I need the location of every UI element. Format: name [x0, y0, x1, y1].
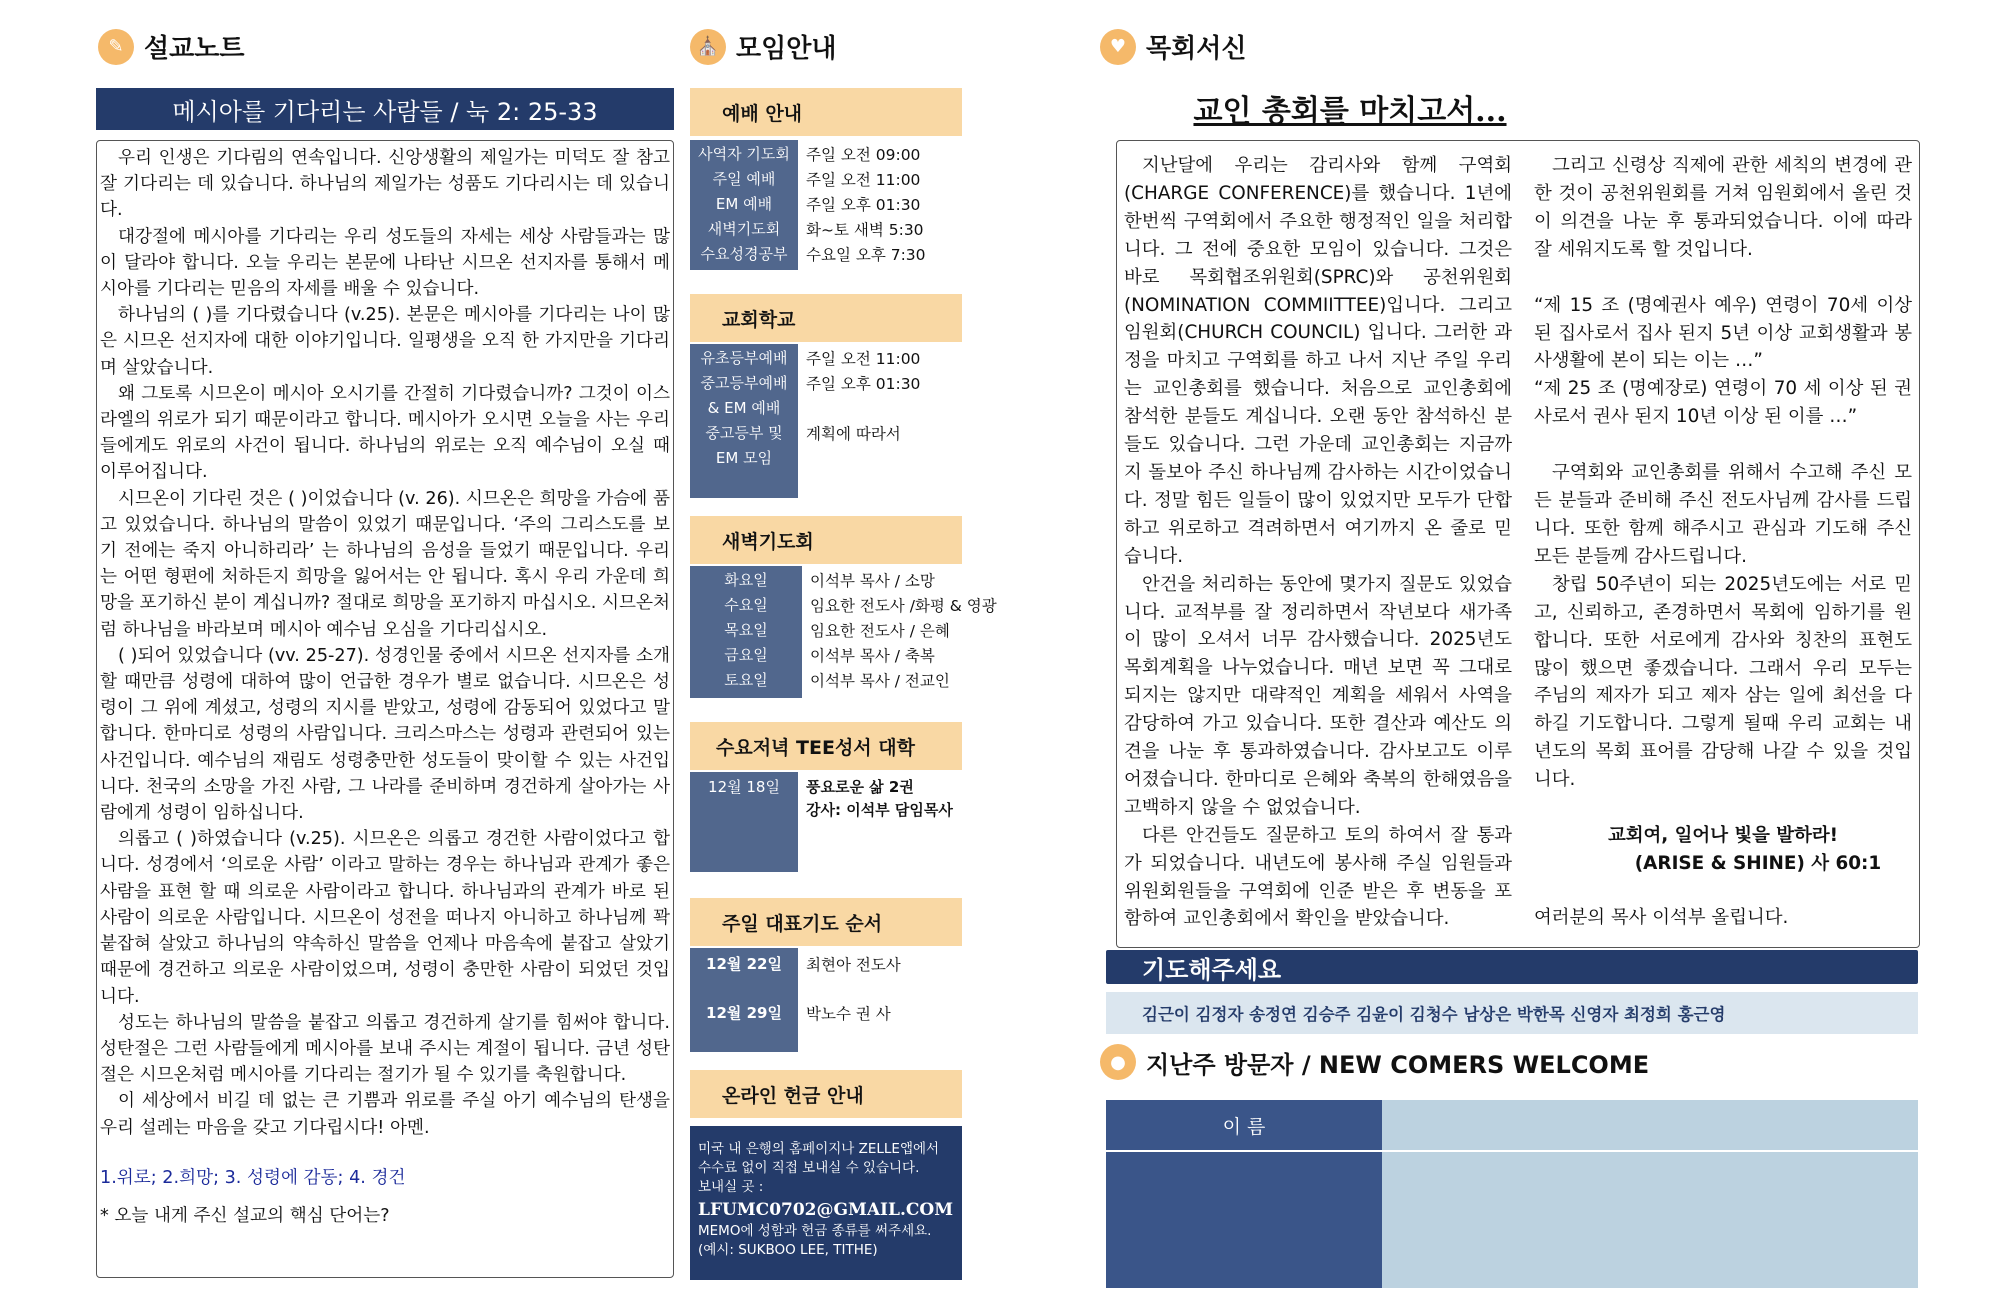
worship-row [690, 141, 920, 166]
meetings-heading-label: 모임안내 [736, 34, 837, 64]
letter-paragraph: 창립 50주년이 되는 2025년도에는 서로 믿고, 신뢰하고, 존경하면서 목회에 임하기를 원합니다. 또한 서로에게 감사와 칭찬의 표현도 많이 했으면 좋겠습니다. 그래서 우리 모두는 주님의 제자가 되고 제자 삼는 일에 최선을 다하길 기도합니다. 그렇게 될때 우리 교회는 내년도의 목회 표어를 감당해 나갈 수 있을 것입니다. [1534, 573, 1912, 791]
worship-row [690, 191, 920, 216]
school-row [690, 445, 806, 470]
row-label: EM 모임 [715, 449, 773, 467]
pastor-letter-left-column [1124, 152, 1512, 933]
sermon-notes-heading-label: 설교노트 [144, 34, 245, 64]
row-label: 사역자 기도회 [698, 145, 790, 163]
tee-row [798, 797, 953, 822]
dawn-row [690, 667, 950, 692]
offering-line: 수수료 없이 직접 보내실 수 있습니다. [698, 1160, 920, 1176]
row-label: 화요일 [724, 571, 768, 589]
sermon-notes-heading [98, 28, 244, 65]
visitors-heading [1100, 1044, 1649, 1080]
sermon-question: * 오늘 내게 주신 설교의 핵심 단어는? [100, 1205, 390, 1226]
row-value: 최현아 전도사 [806, 955, 901, 974]
prayer-request-header: 기도해주세요 [1106, 950, 1918, 984]
pastor-letter-title: 교인 총회를 마치고서... [1193, 94, 1507, 129]
sermon-paragraph: 왜 그토록 시므온이 메시아 오시기를 간절히 기다렸습니까? 그것이 이스라엘의 위로가 되기 때문이라고 합니다. 메시아가 오시면 오늘을 사는 우리들에게도 위로의 사건이 됩니다. 하나님의 위로는 오직 예수님이 오실 때 이루어집니다. [100, 383, 670, 483]
row-value: 주일 오후 01:30 [806, 195, 921, 214]
sermon-paragraph: 의롭고 ( )하였습니다 (v.25). 시므온은 의롭고 경건한 사람이었다고 합니다. 성경에서 ‘의로운 사람’ 이라고 말하는 경우는 하나님과 관계가 좋은 사람을 표현 할 때 의로운 사람이라고 합니다. 하나님과의 관계가 바로 된 사람이 의로운 사람입니다. 시므온이 성전을 떠나지 아니하고 하나님께 꽉 붙잡혀 살았고 하나님의 약속하신 말씀을 언제나 마음속에 붙잡고 살았기 때문에 경건하고 의로운 사람이었으며, 성령이 충만한 사람이 되었던 것입니다. [100, 829, 670, 1007]
row-value: 강사: 이석부 담임목사 [806, 801, 953, 819]
pastor-letter-heading-label: 목회서신 [1146, 34, 1247, 64]
school-row [690, 420, 901, 445]
prayer-order-header: 주일 대표기도 순서 [690, 898, 962, 946]
worship-header: 예배 안내 [690, 88, 962, 136]
row-value: 이석부 목사 / 축복 [810, 646, 935, 665]
tee-header: 수요저녁 TEE성서 대학 [690, 722, 962, 770]
online-offering-header: 온라인 헌금 안내 [690, 1070, 962, 1118]
sermon-paragraph: 대강절에 메시아를 기다리는 우리 성도들의 자세는 세상 사람들과는 많이 달라야 합니다. 오늘 우리는 본문에 나타난 시므온 선지자를 통해서 메시아를 기다리는 믿음의 자세를 배울 수 있습니다. [100, 226, 670, 300]
row-label: EM 예배 [715, 195, 773, 213]
letter-paragraph: 그리고 신령상 직제에 관한 세칙의 변경에 관한 것이 공천위원회를 거쳐 임원회에서 올린 것이 의견을 나눈 후 통과되었습니다. 이에 따라 잘 세워지도록 할 것입니다. [1534, 155, 1912, 260]
online-offering-box [690, 1126, 962, 1280]
row-label: 목요일 [724, 621, 768, 639]
school-row [690, 370, 920, 395]
row-label: 수요성경공부 [700, 245, 788, 263]
letter-paragraph: 안건을 처리하는 동안에 몇가지 질문도 있었습니다. 교적부를 잘 정리하면서 작년보다 새가족이 많이 오셔서 너무 감사했습니다. 2025년도 목회계획을 나누었습니다. 매년 보면 꼭 그대로 되지는 않지만 대략적인 계획을 세워서 사역을 감당하여 가고 있습니다. 또한 결산과 예산도 의견을 나눈 후 통과하였습니다. 감사보고도 이루어졌습니다. 한마디로 은혜와 축복의 한해였음을 고백하지 않을 수 없었습니다. [1124, 573, 1512, 818]
row-value: 화~토 새벽 5:30 [806, 220, 924, 239]
pastor-letter-right-column [1534, 152, 1912, 932]
school-row [690, 345, 920, 370]
letter-paragraph: 구역회와 교인총회를 위해서 수고해 주신 모든 분들과 준비해 주신 전도사님께 감사를 드립니다. 또한 함께 해주시고 관심과 기도해 주신 모든 분들께 감사드립니다. [1534, 462, 1912, 567]
row-label: 중고등부예배 [700, 374, 788, 392]
dawn-row [690, 617, 950, 642]
visitor-name-cell [1382, 1100, 1918, 1150]
church-motto-reference: (ARISE & SHINE) 사 60:1 [1634, 852, 1882, 874]
row-label: 12월 22일 [706, 955, 782, 973]
worship-row [690, 216, 924, 241]
visitor-table-cell [1106, 1152, 1382, 1288]
letter-signature: 여러분의 목사 이석부 올립니다. [1534, 906, 1789, 928]
row-label: 금요일 [724, 646, 768, 664]
row-value: 수요일 오후 7:30 [806, 245, 926, 264]
visitor-name-label: 이 름 [1106, 1100, 1382, 1150]
sermon-paragraph: 하나님의 ( )를 기다렸습니다 (v.25). 본문은 메시아를 기다리는 나이 많은 시므온 선지자에 대한 이야기입니다. 일평생을 오직 한 가지만을 기다리며 살았습니다. [100, 305, 670, 378]
row-label: 유초등부예배 [700, 349, 788, 367]
row-label: 토요일 [724, 671, 768, 689]
row-value: 주일 오전 09:00 [806, 145, 921, 164]
row-value: 주일 오전 11:00 [806, 349, 921, 368]
prayer-request-names: 김근이 김정자 송정연 김승주 김윤이 김청수 남상은 박한목 신영자 최정희 홍근영 [1106, 992, 1918, 1034]
worship-row [690, 166, 920, 191]
tee-row [690, 774, 914, 799]
row-label: 중고등부 및 [705, 424, 783, 442]
pastor-letter-heading [1100, 28, 1246, 65]
dawn-row [690, 642, 935, 667]
dawn-row [690, 592, 997, 617]
row-label: 새벽기도회 [707, 220, 781, 238]
offering-email: LFUMC0702@GMAIL.COM [698, 1200, 954, 1220]
heart-icon: ♥ [1100, 29, 1136, 65]
bylaw-quote: “제 15 조 (명예권사 예우) 연령이 70세 이상 된 집사로서 집사 된지 5년 이상 교회생활과 봉사생활에 본이 되는 이는 …” [1534, 294, 1912, 372]
church-icon: ⛪ [690, 29, 726, 65]
row-label: 12월 18일 [708, 778, 780, 796]
offering-line: 미국 내 은행의 홈페이지나 ZELLE앱에서 [698, 1141, 940, 1157]
visitor-table-cell [1382, 1152, 1918, 1288]
row-value: 계획에 따라서 [806, 424, 901, 443]
worship-row [690, 241, 926, 266]
visitors-heading-label: 지난주 방문자 / NEW COMERS WELCOME [1146, 1050, 1650, 1079]
person-icon: ● [1100, 1044, 1136, 1080]
row-value: 풍요로운 삶 2권 [806, 778, 914, 796]
row-value: 이석부 목사 / 소망 [810, 571, 935, 590]
offering-line: (예시: SUKBOO LEE, TITHE) [698, 1242, 878, 1258]
sermon-answers: 1.위로; 2.희망; 3. 성령에 감동; 4. 경건 [100, 1167, 406, 1188]
sermon-title: 메시아를 기다리는 사람들 / 눅 2: 25-33 [96, 88, 674, 130]
letter-paragraph: 지난달에 우리는 감리사와 함께 구역회(CHARGE CONFERENCE)를 했습니다. 1년에 한번씩 구역회에서 주요한 행정적인 일을 처리합니다. 그 전에 중요한 모임이 있습니다. 그것은 바로 목회협조위원회(SPRC)와 공천위원회(NOMINATION COMMIITTEE)입니다. 그리고 임원회(CHURCH COUNCIL) 입니다. 그러한 과정을 마치고 구역회를 하고 나서 지난 주일 우리는 교인총회를 했습니다. 처음으로 교인총회에 참석한 분들도 계십니다. 오랜 동안 참석하신 분들도 있습니다. 그런 가운데 교인총회는 지금까지 돌보아 주신 하나님께 감사하는 시간이었습니다. 정말 힘든 일들이 많이 있었지만 모두가 단합하고 위로하고 격려하면서 여기까지 온 줄로 믿습니다. [1124, 155, 1512, 567]
row-label: & EM 예배 [707, 399, 781, 417]
sermon-paragraph: 시므온이 기다린 것은 ( )이었습니다 (v. 26). 시므온은 희망을 가슴에 품고 있었습니다. 하나님의 말씀이 있었기 때문입니다. ‘주의 그리스도를 보기 전에는 죽지 아니하리라’ 는 하나님의 음성을 들었기 때문입니다. 우리는 어떤 형편에 처하든지 희망을 잃어서는 안 됩니다. 혹시 우리 가운데 희망을 포기하신 분이 계십니까? 절대로 희망을 포기하지 마십시오. 시므온처럼 하나님을 바라보며 메시아 예수님 오심을 기다리십시오. [100, 488, 670, 640]
school-row [690, 395, 806, 420]
row-label: 수요일 [724, 596, 768, 614]
sermon-paragraph: ( )되어 있었습니다 (vv. 25-27). 성경인물 중에서 시므온 선지자를 소개할 때만큼 성령에 대하여 많이 언급한 경우가 별로 없습니다. 시므온은 성령이 그 위에 계셨고, 성령의 지시를 받았고, 성령에 감동되어 있었다고 말합니다. 한마디로 성령의 사람입니다. 크리스마스는 성령과 관련되어 있는 사건입니다. 예수님의 재림도 성령충만한 성도들이 맞이할 수 있는 사건입니다. 천국의 소망을 가진 사람, 그 나라를 준비하며 경건하게 살아가는 사람에게 성령이 임하십니다. [100, 645, 670, 824]
dawn-prayer-header: 새벽기도회 [690, 516, 962, 564]
row-value: 주일 오후 01:30 [806, 374, 921, 393]
sermon-paragraph: 성도는 하나님의 말씀을 붙잡고 의롭고 경건하게 살기를 힘써야 합니다. 성탄절은 그런 사람들에게 메시아를 보내 주시는 계절이 됩니다. 금년 성탄절은 시므온처럼 메시아를 기다리는 절기가 될 수 있기를 축원합니다. [100, 1012, 670, 1086]
offering-line: MEMO에 성함과 헌금 종류를 써주세요. [698, 1223, 932, 1239]
row-value: 박노수 권 사 [806, 1004, 891, 1023]
sermon-paragraph: 이 세상에서 비길 데 없는 큰 기쁨과 위로를 주실 아기 예수님의 탄생을 우리 설레는 마음을 갖고 기다립시다! 아멘. [100, 1091, 670, 1138]
meetings-heading [690, 28, 836, 65]
church-motto: 교회여, 일어나 빛을 발하라! [1607, 825, 1838, 847]
letter-paragraph: 다른 안건들도 질문하고 토의 하여서 잘 통과가 되었습니다. 내년도에 봉사해 주실 임원들과 위원회원들을 구역회에 인준 받은 후 변동을 포함하여 교인총회에서 확인을 받았습니다. [1124, 824, 1512, 930]
sermon-notes-icon: ✎ [98, 29, 134, 65]
row-label: 12월 29일 [706, 1004, 782, 1022]
bylaw-quote: “제 25 조 (명예장로) 연령이 70 세 이상 된 권사로서 권사 된지 10년 이상 된 이를 …” [1534, 378, 1912, 428]
church-school-header: 교회학교 [690, 294, 962, 342]
dawn-row [690, 567, 935, 592]
row-value: 임요한 전도사 /화평 & 영광 [810, 596, 997, 615]
prayer-order-row [690, 1000, 891, 1025]
sermon-paragraph: 우리 인생은 기다림의 연속입니다. 신앙생활의 제일가는 미덕도 잘 참고 잘 기다리는 데 있습니다. 하나님의 제일가는 성품도 기다리시는 데 있습니다. [100, 148, 670, 221]
offering-line: 보내실 곳 : [698, 1179, 764, 1195]
row-value: 이석부 목사 / 전교인 [810, 671, 950, 690]
prayer-order-row [690, 951, 901, 976]
row-label: 주일 예배 [712, 170, 776, 188]
sermon-text-box [96, 140, 674, 1278]
row-value: 주일 오전 11:00 [806, 170, 921, 189]
row-value: 임요한 전도사 / 은혜 [810, 621, 950, 640]
